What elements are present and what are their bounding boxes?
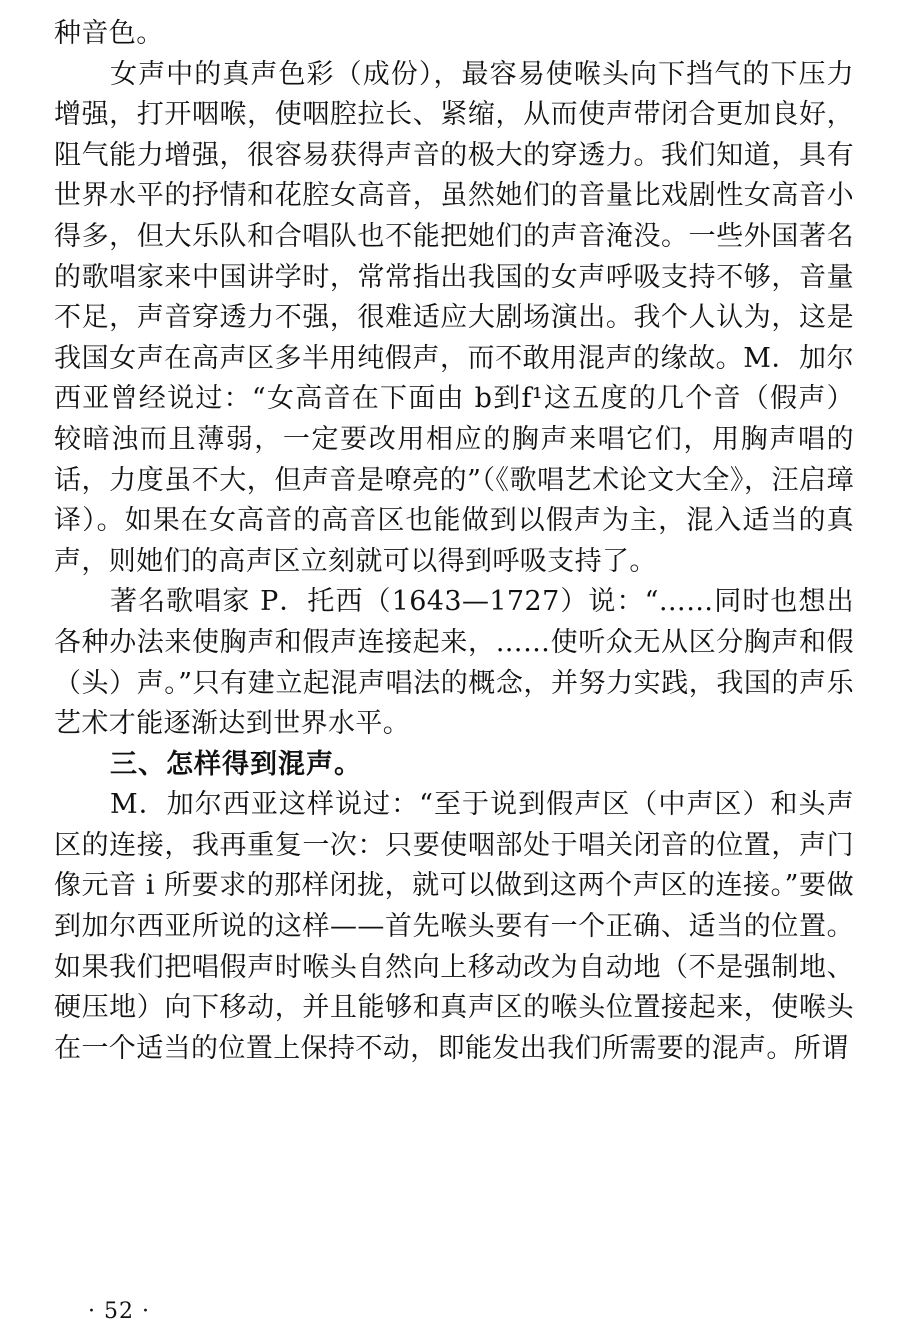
page-body <box>54 14 854 1069</box>
paragraph-female-chest-voice: 女声中的真声色彩（成份），最容易使喉头向下挡气的下压力增强，打开咽喉，使咽腔拉长、紧缩，从而使声带闭合更加良好，阻气能力增强，很容易获得声音的极大的穿透力。我们知道，具有世界水平的抒情和花腔女高音，虽然她们的音量比戏剧性女高音小得多，但大乐队和合唱队也不能把她们的声音淹没。一些外国著名的歌唱家来中国讲学时，常常指出我国的女声呼吸支持不够，音量不足，声音穿透力不强，很难适应大剧场演出。我个人认为，这是我国女声在高声区多半用纯假声，而不敢用混声的缘故。M．加尔西亚曾经说过：“女高音在下面由 b到f¹这五度的几个音（假声）较暗浊而且薄弱，一定要改用相应的胸声来唱它们，用胸声唱的话，力度虽不大，但声音是嘹亮的”（《歌唱艺术论文大全》，汪启璋译）。如果在女高音的高音区也能做到以假声为主，混入适当的真声，则她们的高声区立刻就可以得到呼吸支持了。 <box>54 58 854 577</box>
paragraph-tosi-quote: 著名歌唱家 P．托西（1643—1727）说：“……同时也想出各种办法来使胸声和假声连接起来，……使听众无从区分胸声和假（头）声。”只有建立起混声唱法的概念，并努力实践，我国的声乐艺术才能逐渐达到世界水平。 <box>54 586 854 740</box>
page-number: · 52 · <box>88 1299 150 1324</box>
paragraph-garcia-quote: M．加尔西亚这样说过：“至于说到假声区（中声区）和头声区的连接，我再重复一次：只要使咽部处于唱关闭音的位置，声门像元音 i 所要求的那样闭拢，就可以做到这两个声区的连接。”要做到加尔西亚所说的这样——首先喉头要有一个正确、适当的位置。如果我们把唱假声时喉头自然向上移动改为自动地（不是强制地、硬压地）向下移动，并且能够和真声区的喉头位置接起来，使喉头在一个适当的位置上保持不动，即能发出我们所需要的混声。所谓 <box>54 789 854 1064</box>
paragraph-continuation: 种音色。 <box>54 18 164 49</box>
section-heading: 三、怎样得到混声。 <box>110 748 362 780</box>
